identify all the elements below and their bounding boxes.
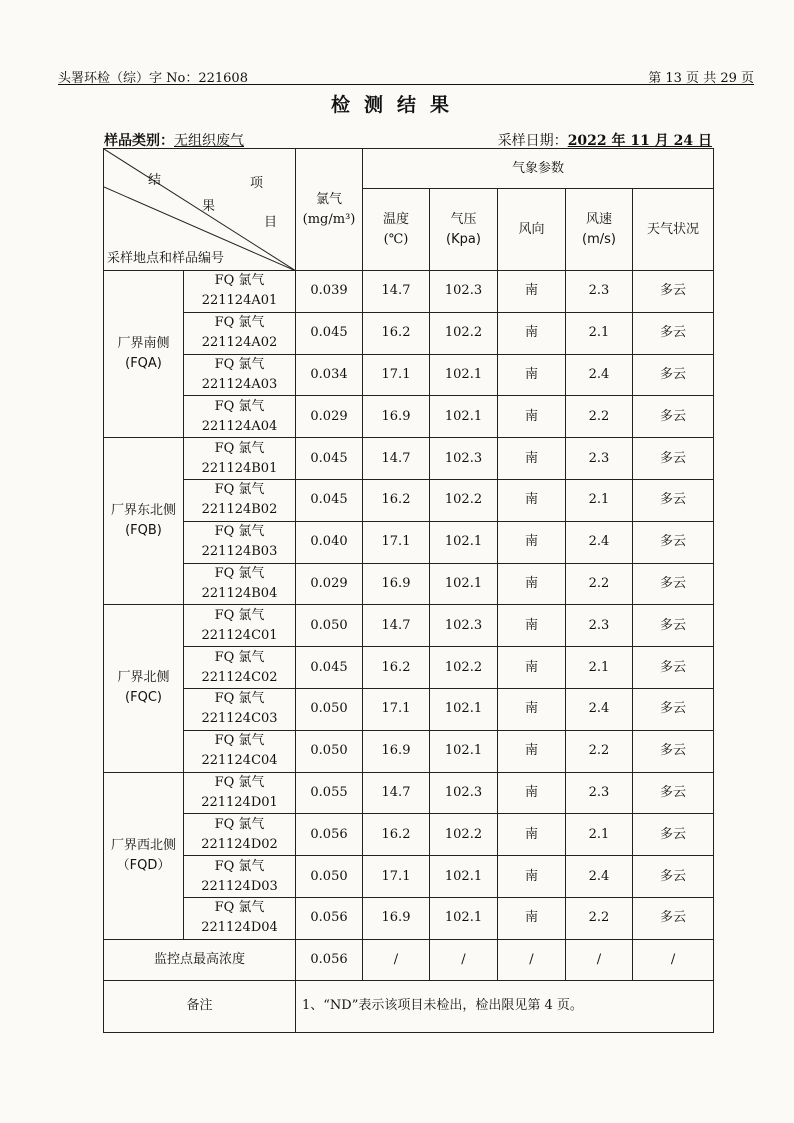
chlorine-value: 0.050 [296, 856, 363, 898]
wind-speed-value: 2.1 [566, 814, 633, 856]
pressure-value: 102.2 [430, 647, 498, 689]
sample-label: FQ 氯气 [214, 691, 265, 707]
wind-dir-value: 南 [498, 647, 566, 689]
sample-label: FQ 氯气 [214, 482, 265, 498]
location-code: (FQA) [125, 356, 162, 372]
wind-dir-value: 南 [498, 856, 566, 898]
remark-text: 1、“ND”表示该项目未检出，检出限见第 4 页。 [296, 980, 714, 1032]
pressure-value: 102.3 [430, 271, 498, 313]
location-cell [104, 605, 184, 772]
chlorine-unit: (mg/m³) [302, 211, 356, 227]
sample-label: FQ 氯气 [214, 607, 265, 623]
sample-id: 221124B01 [201, 460, 278, 476]
location-code: （FQD） [116, 857, 171, 873]
wind-speed-value: 2.2 [566, 730, 633, 772]
table-row [104, 354, 714, 396]
page-title: 检测结果 [330, 94, 463, 116]
weather-value: 多云 [633, 605, 714, 647]
chlorine-value: 0.045 [296, 479, 363, 521]
sample-type-label: 样品类别： [104, 133, 174, 149]
table-row [104, 312, 714, 354]
sample-id: 221124A01 [201, 293, 278, 309]
location-cell [104, 772, 184, 939]
temp-value: 16.9 [363, 396, 430, 438]
wind-dir-value: 南 [498, 605, 566, 647]
header-rule [58, 84, 754, 85]
chlorine-value: 0.050 [296, 605, 363, 647]
sample-id-cell [184, 563, 296, 605]
max-wind-dir-value: / [498, 939, 566, 980]
weather-value: 多云 [633, 479, 714, 521]
weather-value: 多云 [633, 897, 714, 939]
location-code: (FQC) [125, 690, 162, 706]
sample-label: FQ 氯气 [214, 858, 265, 874]
sample-label: FQ 氯气 [214, 565, 265, 581]
weather-value: 多云 [633, 521, 714, 563]
sample-id-cell [184, 814, 296, 856]
location-name: 厂界西北侧 [110, 837, 176, 853]
table-row [104, 730, 714, 772]
table-row [104, 605, 714, 647]
table-row [104, 438, 714, 480]
wind-speed-value: 2.2 [566, 396, 633, 438]
temp-value: 17.1 [363, 856, 430, 898]
chlorine-value: 0.045 [296, 438, 363, 480]
header-diagonal-cell [104, 149, 296, 271]
wind-speed-value: 2.1 [566, 312, 633, 354]
wind-speed-value: 2.1 [566, 647, 633, 689]
temp-value: 17.1 [363, 521, 430, 563]
sample-id: 221124D04 [201, 920, 278, 936]
chlorine-value: 0.055 [296, 772, 363, 814]
sample-label: FQ 氯气 [214, 816, 265, 832]
wind-speed-value: 2.3 [566, 271, 633, 313]
sample-id-cell [184, 479, 296, 521]
temp-label: 温度 [382, 211, 409, 227]
wind-speed-label: 风速 [585, 211, 612, 227]
sample-label: FQ 氯气 [214, 315, 265, 331]
pressure-value: 102.1 [430, 688, 498, 730]
chlorine-value: 0.029 [296, 396, 363, 438]
pressure-value: 102.3 [430, 772, 498, 814]
sample-id-cell [184, 354, 296, 396]
diag-item-label: 项 [250, 176, 264, 191]
table-row [104, 688, 714, 730]
sample-type [104, 130, 244, 150]
temp-value: 16.2 [363, 312, 430, 354]
chlorine-value: 0.029 [296, 563, 363, 605]
chlorine-value: 0.045 [296, 647, 363, 689]
max-wind-speed-value: / [566, 939, 633, 980]
wind-dir-value: 南 [498, 688, 566, 730]
wind-dir-value: 南 [498, 897, 566, 939]
sample-id-cell [184, 396, 296, 438]
chlorine-value: 0.039 [296, 271, 363, 313]
table-row [104, 814, 714, 856]
sample-id: 221124A03 [201, 376, 278, 392]
table-row [104, 521, 714, 563]
max-concentration-label: 监控点最高浓度 [104, 939, 296, 980]
sample-id-cell [184, 438, 296, 480]
table-row [104, 563, 714, 605]
location-cell [104, 271, 184, 438]
pressure-value: 102.2 [430, 814, 498, 856]
weather-group-header: 气象参数 [363, 149, 714, 189]
temp-value: 14.7 [363, 271, 430, 313]
wind-dir-value: 南 [498, 479, 566, 521]
wind-speed-value: 2.4 [566, 856, 633, 898]
location-name: 厂界北侧 [117, 670, 170, 686]
weather-value: 多云 [633, 354, 714, 396]
wind-speed-value: 2.3 [566, 772, 633, 814]
wind-dir-value: 南 [498, 563, 566, 605]
location-name: 厂界东北侧 [110, 503, 176, 519]
pressure-value: 102.1 [430, 897, 498, 939]
sample-type-value: 无组织废气 [174, 133, 244, 149]
sample-id: 221124B04 [201, 585, 278, 601]
pressure-value: 102.2 [430, 312, 498, 354]
temp-value: 16.2 [363, 647, 430, 689]
chlorine-value: 0.056 [296, 814, 363, 856]
pressure-value: 102.1 [430, 730, 498, 772]
sample-label: FQ 氯气 [214, 733, 265, 749]
sample-id: 221124C01 [201, 627, 278, 643]
sample-label: FQ 氯气 [214, 774, 265, 790]
weather-value: 多云 [633, 688, 714, 730]
sample-id-cell [184, 856, 296, 898]
weather-value: 多云 [633, 312, 714, 354]
location-cell [104, 438, 184, 605]
sample-id: 221124A02 [201, 335, 278, 351]
wind-speed-value: 2.4 [566, 354, 633, 396]
pressure-value: 102.1 [430, 856, 498, 898]
sample-id: 221124C02 [201, 669, 278, 685]
pressure-value: 102.1 [430, 563, 498, 605]
pressure-value: 102.1 [430, 396, 498, 438]
sample-label: FQ 氯气 [214, 273, 265, 289]
temp-value: 14.7 [363, 605, 430, 647]
chlorine-value: 0.050 [296, 730, 363, 772]
wind-speed-unit: (m/s) [582, 231, 616, 247]
wind-dir-value: 南 [498, 521, 566, 563]
report-number: 头署环检（综）字 No：221608 [58, 71, 248, 86]
wind-dir-value: 南 [498, 730, 566, 772]
chlorine-value: 0.045 [296, 312, 363, 354]
wind-speed-value: 2.3 [566, 438, 633, 480]
wind-dir-value: 南 [498, 772, 566, 814]
temp-value: 16.9 [363, 563, 430, 605]
pressure-unit: (Kpa) [446, 231, 481, 247]
wind-dir-value: 南 [498, 814, 566, 856]
weather-value: 多云 [633, 647, 714, 689]
pressure-value: 102.3 [430, 605, 498, 647]
weather-value: 多云 [633, 396, 714, 438]
remark-label: 备注 [104, 980, 296, 1032]
wind-dir-value: 南 [498, 354, 566, 396]
pressure-value: 102.1 [430, 521, 498, 563]
sample-id: 221124D03 [201, 878, 278, 894]
sampling-date [498, 130, 712, 150]
table-row [104, 396, 714, 438]
weather-value: 多云 [633, 814, 714, 856]
temp-unit: (℃) [383, 231, 409, 247]
sample-label: FQ 氯气 [214, 356, 265, 372]
wind-dir-value: 南 [498, 396, 566, 438]
table-row [104, 271, 714, 313]
sample-id-cell [184, 521, 296, 563]
temp-value: 16.2 [363, 814, 430, 856]
chlorine-value: 0.034 [296, 354, 363, 396]
temp-value: 16.9 [363, 730, 430, 772]
weather-header: 天气状况 [633, 189, 714, 271]
wind-speed-value: 2.3 [566, 605, 633, 647]
table-row [104, 856, 714, 898]
sample-label: FQ 氯气 [214, 440, 265, 456]
sample-id-cell [184, 271, 296, 313]
table-row [104, 647, 714, 689]
sample-label: FQ 氯气 [214, 900, 265, 916]
pressure-label: 气压 [450, 211, 477, 227]
max-pressure-value: / [430, 939, 498, 980]
wind-speed-value: 2.2 [566, 563, 633, 605]
temp-value: 14.7 [363, 438, 430, 480]
location-name: 厂界南侧 [117, 336, 170, 352]
sample-id-cell [184, 730, 296, 772]
sample-id: 221124D01 [201, 794, 278, 810]
weather-value: 多云 [633, 730, 714, 772]
temp-value: 17.1 [363, 688, 430, 730]
weather-value: 多云 [633, 438, 714, 480]
max-temp-value: / [363, 939, 430, 980]
sample-id: 221124B02 [201, 502, 278, 518]
pressure-value: 102.2 [430, 479, 498, 521]
temp-value: 17.1 [363, 354, 430, 396]
wind-dir-value: 南 [498, 271, 566, 313]
pressure-header [430, 189, 498, 271]
wind-speed-value: 2.1 [566, 479, 633, 521]
sample-id: 221124C03 [201, 711, 278, 727]
wind-dir-value: 南 [498, 438, 566, 480]
weather-value: 多云 [633, 772, 714, 814]
chlorine-value: 0.050 [296, 688, 363, 730]
temp-value: 16.9 [363, 897, 430, 939]
table-row [104, 772, 714, 814]
sample-label: FQ 氯气 [214, 649, 265, 665]
results-table [103, 148, 714, 1033]
sample-id-cell [184, 647, 296, 689]
weather-value: 多云 [633, 271, 714, 313]
temp-value: 14.7 [363, 772, 430, 814]
wind-speed-value: 2.2 [566, 897, 633, 939]
sample-id-cell [184, 772, 296, 814]
chlorine-header [296, 149, 363, 271]
location-code: (FQB) [125, 523, 162, 539]
diag-fruit-label: 果 [202, 199, 216, 214]
wind-speed-value: 2.4 [566, 688, 633, 730]
max-weather-value: / [633, 939, 714, 980]
pressure-value: 102.1 [430, 354, 498, 396]
temp-header [363, 189, 430, 271]
wind-dir-header: 风向 [498, 189, 566, 271]
chlorine-value: 0.056 [296, 897, 363, 939]
chlorine-label: 氯气 [315, 191, 342, 207]
sample-id-cell [184, 605, 296, 647]
sample-id: 221124A04 [201, 418, 278, 434]
wind-speed-header [566, 189, 633, 271]
remark-row [104, 980, 714, 1032]
sample-id: 221124B03 [201, 544, 278, 560]
wind-speed-value: 2.4 [566, 521, 633, 563]
sample-id: 221124C04 [201, 753, 278, 769]
sampling-date-value: 2022 年 11 月 24 日 [567, 133, 712, 149]
sample-id-cell [184, 897, 296, 939]
table-row [104, 897, 714, 939]
chlorine-value: 0.040 [296, 521, 363, 563]
wind-dir-value: 南 [498, 312, 566, 354]
table-row [104, 479, 714, 521]
weather-value: 多云 [633, 856, 714, 898]
sample-id-cell [184, 688, 296, 730]
page-number: 第 13 页 共 29 页 [648, 71, 754, 86]
weather-value: 多云 [633, 563, 714, 605]
sample-id-cell [184, 312, 296, 354]
temp-value: 16.2 [363, 479, 430, 521]
sampling-date-label: 采样日期： [497, 133, 568, 149]
diag-location-label: 采样地点和样品编号 [107, 251, 225, 266]
max-chlorine-value: 0.056 [296, 939, 363, 980]
sample-id: 221124D02 [201, 836, 278, 852]
sample-label: FQ 氯气 [214, 524, 265, 540]
pressure-value: 102.3 [430, 438, 498, 480]
max-concentration-row [104, 939, 714, 980]
diag-mu-label: 目 [264, 215, 278, 230]
sample-label: FQ 氯气 [214, 398, 265, 414]
diag-result-label: 结 [148, 173, 162, 188]
